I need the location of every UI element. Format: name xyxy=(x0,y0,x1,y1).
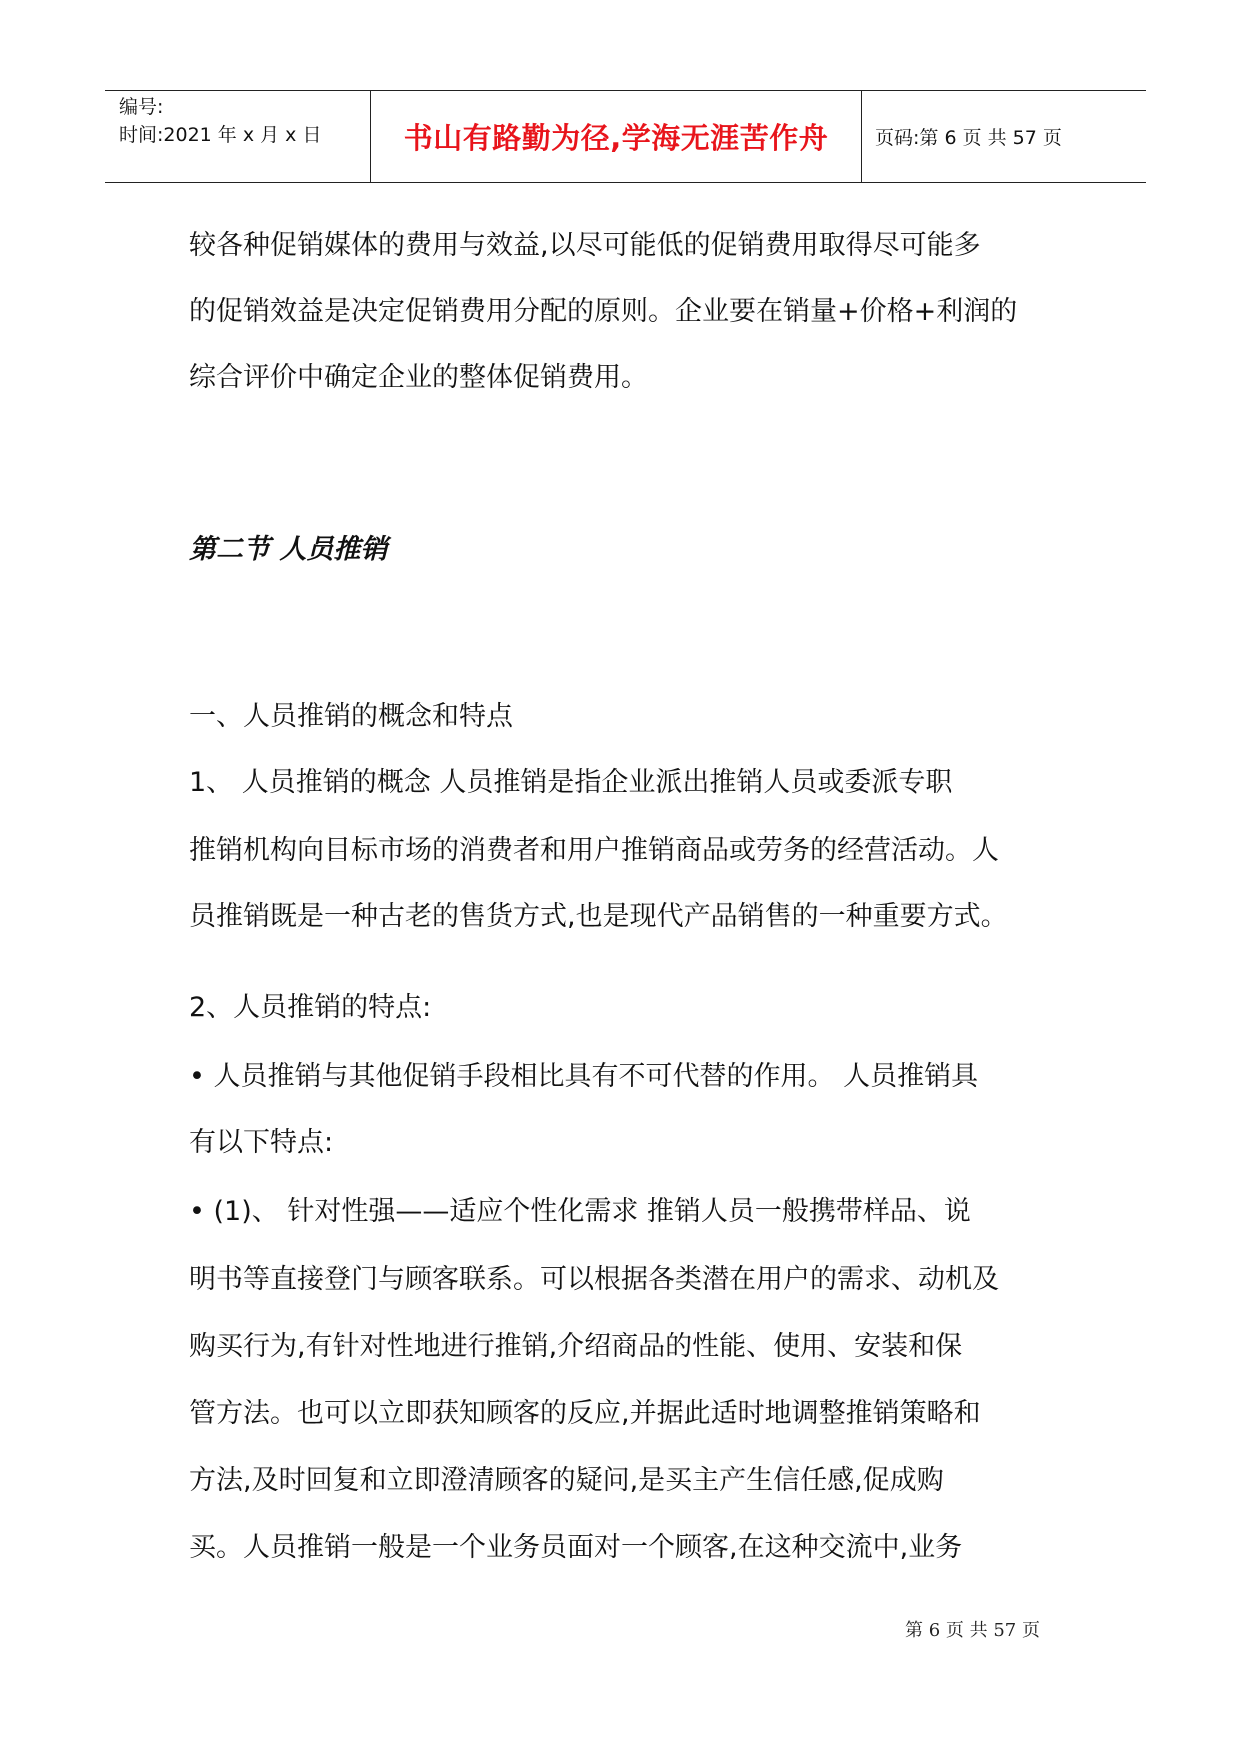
page-header xyxy=(105,90,1146,183)
paragraph-line: 的促销效益是决定促销费用分配的原则。企业要在销量+价格+利润的 xyxy=(189,296,1018,327)
paragraph-line: • 人员推销与其他促销手段相比具有不可代替的作用。 人员推销具 xyxy=(189,1061,979,1092)
section-title: 第二节 人员推销 xyxy=(189,534,388,565)
paragraph-line: 推销机构向目标市场的消费者和用户推销商品或劳务的经营活动。人 xyxy=(189,835,999,866)
subheading: 2、人员推销的特点: xyxy=(189,992,432,1023)
paragraph-line: 1、 人员推销的概念 人员推销是指企业派出推销人员或委派专职 xyxy=(189,767,953,798)
page-footer: 第 6 页 共 57 页 xyxy=(905,1620,1040,1641)
paragraph-line: 较各种促销媒体的费用与效益,以尽可能低的促销费用取得尽可能多 xyxy=(189,230,981,261)
paragraph-line: 方法,及时回复和立即澄清顾客的疑问,是买主产生信任感,促成购 xyxy=(189,1465,944,1496)
paragraph-line: 管方法。也可以立即获知顾客的反应,并据此适时地调整推销策略和 xyxy=(189,1398,981,1429)
paragraph-line: 员推销既是一种古老的售货方式,也是现代产品销售的一种重要方式。 xyxy=(189,901,1008,932)
paragraph-line: 买。人员推销一般是一个业务员面对一个顾客,在这种交流中,业务 xyxy=(189,1532,963,1563)
paragraph-line: 明书等直接登门与顾客联系。可以根据各类潜在用户的需求、动机及 xyxy=(189,1264,999,1295)
document-number-label: 编号: xyxy=(119,96,164,118)
header-meta xyxy=(119,93,321,149)
paragraph-line: 综合评价中确定企业的整体促销费用。 xyxy=(189,362,648,393)
header-page-number: 页码:第 6 页 共 57 页 xyxy=(875,127,1062,149)
subheading: 一、人员推销的概念和特点 xyxy=(189,701,513,732)
document-date-label: 时间:2021 年 x 月 x 日 xyxy=(119,124,322,146)
paragraph-line: 有以下特点: xyxy=(189,1127,334,1158)
header-divider xyxy=(861,91,862,182)
paragraph-line: • (1)、 针对性强——适应个性化需求 推销人员一般携带样品、说 xyxy=(189,1196,971,1227)
header-divider xyxy=(370,91,371,182)
paragraph-line: 购买行为,有针对性地进行推销,介绍商品的性能、使用、安装和保 xyxy=(189,1331,963,1362)
header-motto: 书山有路勤为径,学海无涯苦作舟 xyxy=(403,121,829,155)
